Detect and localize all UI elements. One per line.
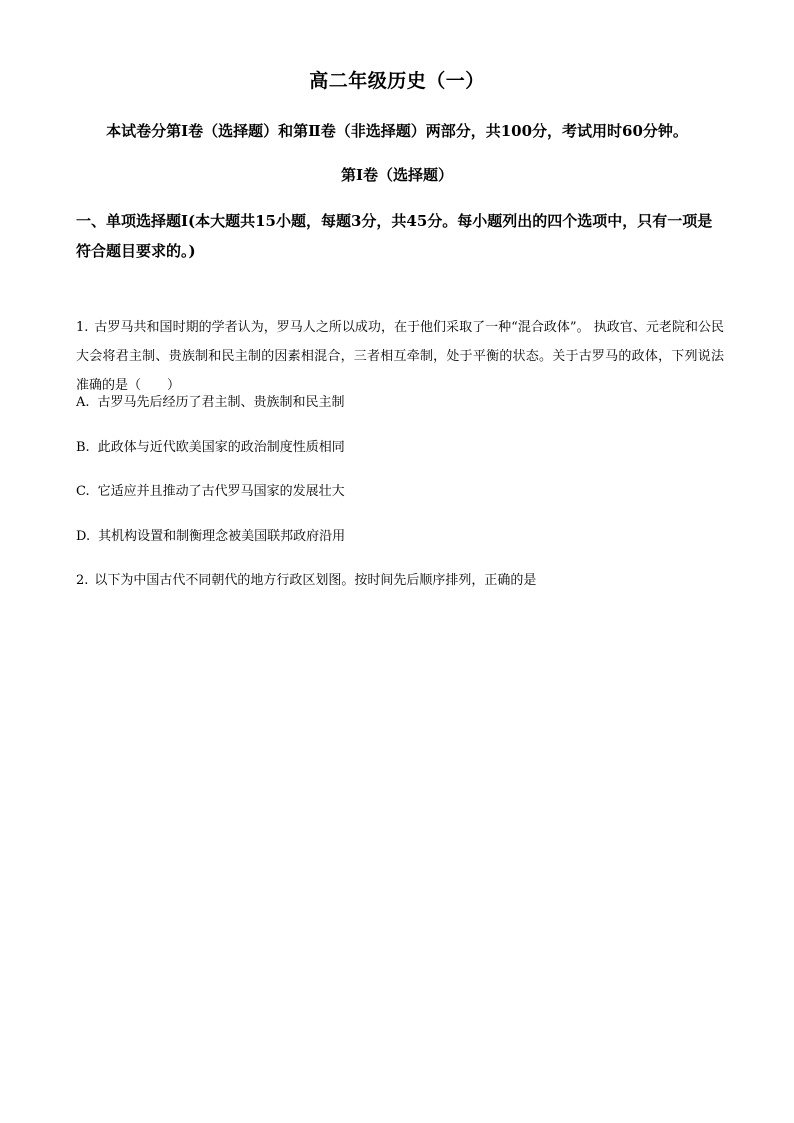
question-2-stem	[76, 571, 724, 591]
option-text: 此政体与近代欧美国家的政治制度性质相同	[97, 440, 345, 455]
question-1-text: 古罗马共和国时期的学者认为，罗马人之所以成功，在于他们采取了一种“混合政体”。 执政官、元老院和公民大会将君主制、贵族制和民主制的因素相混合，三者相互牵制，处于平衡的状态。关于古罗马的政体，下列说法准确的是（ ）	[76, 320, 724, 393]
part-heading: 第Ⅰ卷（选择题）	[340, 166, 454, 184]
question-1-option-b	[76, 438, 724, 458]
option-letter: D.	[76, 529, 91, 544]
question-1-option-a	[76, 393, 724, 413]
option-text: 它适应并且推动了古代罗马国家的发展壮大	[97, 484, 345, 499]
page-title: 高二年级历史（一）	[309, 70, 485, 92]
question-1-option-d	[76, 527, 724, 547]
option-letter: A.	[76, 395, 90, 410]
question-1-number: 1.	[76, 320, 89, 335]
option-text: 其机构设置和制衡理念被美国联邦政府沿用	[98, 529, 346, 544]
option-text: 古罗马先后经历了君主制、贵族制和民主制	[97, 395, 345, 410]
question-1-stem	[76, 313, 724, 400]
question-2-text: 以下为中国古代不同朝代的地方行政区划图。按时间先后顺序排列，正确的是	[94, 573, 537, 588]
option-letter: B.	[76, 440, 90, 455]
question-1-option-c	[76, 482, 724, 502]
question-2-number: 2.	[76, 573, 89, 588]
exam-intro: 本试卷分第Ⅰ卷（选择题）和第Ⅱ卷（非选择题）两部分，共100分，考试用时60分钟。	[106, 122, 688, 140]
section-heading: 一、单项选择题Ⅰ(本大题共15小题，每题3分，共45分。每小题列出的四个选项中，只有一项是符合题目要求的。)	[76, 212, 713, 260]
option-letter: C.	[76, 484, 90, 499]
